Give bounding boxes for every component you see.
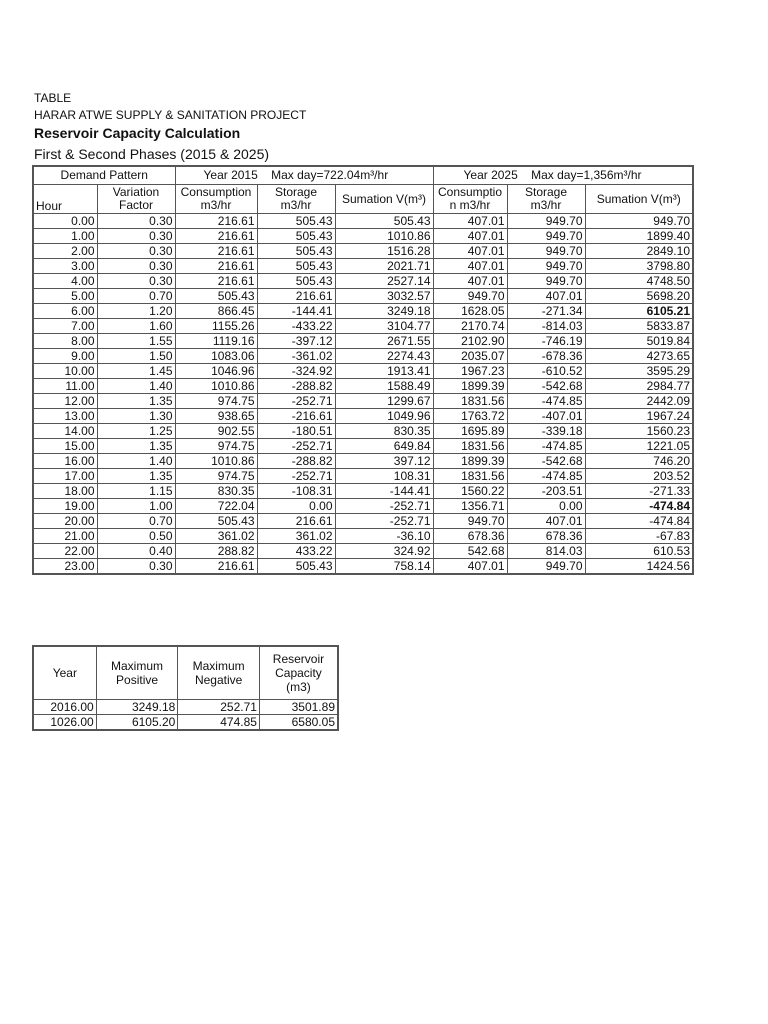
table-cell: 830.35 [175, 484, 257, 499]
table-cell: 1.35 [97, 439, 175, 454]
table-cell: 1049.96 [335, 409, 433, 424]
project-name: HARAR ATWE SUPPLY & SANITATION PROJECT [34, 108, 307, 122]
table-cell: 1.45 [97, 364, 175, 379]
summary-cell: 474.85 [178, 715, 260, 731]
table-cell: 1010.86 [175, 379, 257, 394]
table-cell: 407.01 [433, 259, 507, 274]
table-cell: -814.03 [507, 319, 585, 334]
table-row [33, 364, 693, 379]
summary-row [33, 700, 338, 715]
table-row [33, 319, 693, 334]
table-cell: 2021.71 [335, 259, 433, 274]
table-cell: 216.61 [175, 214, 257, 229]
table-cell: 1.30 [97, 409, 175, 424]
table-cell: 12.00 [33, 394, 97, 409]
table-cell: -397.12 [257, 334, 335, 349]
table-cell: -474.84 [585, 499, 693, 514]
table-cell: 216.61 [175, 274, 257, 289]
table-cell: -216.61 [257, 409, 335, 424]
table-cell: -610.52 [507, 364, 585, 379]
table-cell: 1.40 [97, 454, 175, 469]
table-cell: 1.60 [97, 319, 175, 334]
table-cell: 15.00 [33, 439, 97, 454]
summary-cell: 6580.05 [259, 715, 338, 731]
table-cell: 746.20 [585, 454, 693, 469]
table-cell: -324.92 [257, 364, 335, 379]
table-cell: -474.85 [507, 394, 585, 409]
table-cell: 1899.40 [585, 229, 693, 244]
table-cell: 1299.67 [335, 394, 433, 409]
table-cell: 974.75 [175, 439, 257, 454]
table-row [33, 544, 693, 559]
table-cell: 0.30 [97, 559, 175, 575]
table-cell: 324.92 [335, 544, 433, 559]
table-cell: -678.36 [507, 349, 585, 364]
table-cell: 1831.56 [433, 439, 507, 454]
summary-table [32, 645, 339, 731]
table-cell: -433.22 [257, 319, 335, 334]
table-cell: 0.30 [97, 259, 175, 274]
summary-cell: 3249.18 [96, 700, 178, 715]
table-cell: 21.00 [33, 529, 97, 544]
table-cell: -474.84 [585, 514, 693, 529]
table-row [33, 259, 693, 274]
table-cell: -252.71 [257, 394, 335, 409]
table-cell: 407.01 [433, 244, 507, 259]
summary-col-year: Year [33, 646, 96, 700]
table-cell: 0.40 [97, 544, 175, 559]
table-cell: -407.01 [507, 409, 585, 424]
table-cell: 5.00 [33, 289, 97, 304]
table-cell: 949.70 [507, 559, 585, 575]
table-row [33, 559, 693, 575]
table-cell: 407.01 [433, 214, 507, 229]
table-row [33, 529, 693, 544]
table-row [33, 244, 693, 259]
table-row [33, 439, 693, 454]
table-cell: 1.35 [97, 394, 175, 409]
table-cell: 0.00 [33, 214, 97, 229]
table-cell: 1899.39 [433, 379, 507, 394]
col-header-sumation-2025: Sumation V(m³) [585, 185, 693, 214]
table-cell: 1.35 [97, 469, 175, 484]
table-cell: 4748.50 [585, 274, 693, 289]
table-cell: 1.25 [97, 424, 175, 439]
page-subtitle: First & Second Phases (2015 & 2025) [34, 146, 270, 162]
table-cell: 1.00 [97, 499, 175, 514]
table-cell: 2.00 [33, 244, 97, 259]
table-cell: 1560.22 [433, 484, 507, 499]
table-cell: 505.43 [175, 514, 257, 529]
table-row [33, 229, 693, 244]
table-cell: 542.68 [433, 544, 507, 559]
table-cell: 1831.56 [433, 394, 507, 409]
table-cell: 433.22 [257, 544, 335, 559]
group-2015-max-day: Max day=722.04m³/hr [271, 168, 389, 182]
summary-cell: 2016.00 [33, 700, 96, 715]
table-cell: 974.75 [175, 469, 257, 484]
table-cell: -252.71 [335, 499, 433, 514]
table-cell: 2849.10 [585, 244, 693, 259]
table-row [33, 484, 693, 499]
table-cell: 505.43 [257, 244, 335, 259]
table-cell: -474.85 [507, 439, 585, 454]
table-cell: 1560.23 [585, 424, 693, 439]
table-cell: 1356.71 [433, 499, 507, 514]
table-cell: 1588.49 [335, 379, 433, 394]
table-cell: 938.65 [175, 409, 257, 424]
table-cell: 5019.84 [585, 334, 693, 349]
table-cell: 22.00 [33, 544, 97, 559]
table-cell: 1010.86 [175, 454, 257, 469]
table-cell: -108.31 [257, 484, 335, 499]
table-cell: 649.84 [335, 439, 433, 454]
table-cell: 814.03 [507, 544, 585, 559]
page-title: Reservoir Capacity Calculation [34, 125, 241, 141]
table-row [33, 469, 693, 484]
table-cell: 2035.07 [433, 349, 507, 364]
doc-label: TABLE [34, 91, 72, 105]
table-cell: 2102.90 [433, 334, 507, 349]
table-cell: 678.36 [433, 529, 507, 544]
summary-row [33, 715, 338, 731]
table-cell: 866.45 [175, 304, 257, 319]
table-cell: 902.55 [175, 424, 257, 439]
table-cell: 216.61 [257, 514, 335, 529]
table-cell: 19.00 [33, 499, 97, 514]
table-cell: -288.82 [257, 454, 335, 469]
table-cell: 505.43 [335, 214, 433, 229]
table-cell: -288.82 [257, 379, 335, 394]
group-2015-year: Year 2015 [203, 168, 258, 182]
table-cell: 1695.89 [433, 424, 507, 439]
table-cell: 361.02 [257, 529, 335, 544]
table-cell: 216.61 [175, 559, 257, 575]
table-cell: 2274.43 [335, 349, 433, 364]
table-cell: -361.02 [257, 349, 335, 364]
table-cell: 1516.28 [335, 244, 433, 259]
col-header-consumption-2015: Consumption m3/hr [175, 185, 257, 214]
table-cell: -474.85 [507, 469, 585, 484]
table-cell: -144.41 [335, 484, 433, 499]
table-cell: 505.43 [257, 274, 335, 289]
table-cell: 1155.26 [175, 319, 257, 334]
table-row [33, 289, 693, 304]
table-cell: 0.30 [97, 214, 175, 229]
table-cell: 3249.18 [335, 304, 433, 319]
table-cell: -746.19 [507, 334, 585, 349]
table-cell: 108.31 [335, 469, 433, 484]
reservoir-calculation-table [32, 165, 694, 575]
table-cell: 407.01 [433, 559, 507, 575]
col-header-storage-2015: Storage m3/hr [257, 185, 335, 214]
table-cell: 1.55 [97, 334, 175, 349]
table-cell: 3032.57 [335, 289, 433, 304]
table-cell: 3595.29 [585, 364, 693, 379]
col-header-consumption-2025: Consumptio n m3/hr [433, 185, 507, 214]
table-cell: 1.20 [97, 304, 175, 319]
table-row [33, 424, 693, 439]
table-cell: 505.43 [175, 289, 257, 304]
table-cell: 1628.05 [433, 304, 507, 319]
table-cell: 11.00 [33, 379, 97, 394]
summary-cell: 3501.89 [259, 700, 338, 715]
table-cell: -67.83 [585, 529, 693, 544]
summary-col-max-negative: Maximum Negative [178, 646, 260, 700]
table-cell: -252.71 [257, 469, 335, 484]
table-cell: 1.15 [97, 484, 175, 499]
table-cell: 1967.24 [585, 409, 693, 424]
table-cell: 18.00 [33, 484, 97, 499]
table-cell: 397.12 [335, 454, 433, 469]
table-cell: 1913.41 [335, 364, 433, 379]
table-cell: 0.70 [97, 289, 175, 304]
table-cell: 0.30 [97, 244, 175, 259]
summary-cell: 6105.20 [96, 715, 178, 731]
table-cell: 949.70 [433, 514, 507, 529]
table-cell: 1763.72 [433, 409, 507, 424]
table-row [33, 304, 693, 319]
table-cell: 3798.80 [585, 259, 693, 274]
table-cell: 4.00 [33, 274, 97, 289]
group-2025-year: Year 2025 [463, 168, 518, 182]
table-cell: 2984.77 [585, 379, 693, 394]
table-cell: 722.04 [175, 499, 257, 514]
table-cell: 0.00 [507, 499, 585, 514]
table-cell: -339.18 [507, 424, 585, 439]
table-cell: 0.30 [97, 274, 175, 289]
table-row [33, 379, 693, 394]
table-cell: 7.00 [33, 319, 97, 334]
table-cell: -252.71 [257, 439, 335, 454]
table-cell: 1.00 [33, 229, 97, 244]
summary-cell: 1026.00 [33, 715, 96, 731]
table-cell: 407.01 [507, 514, 585, 529]
table-cell: 949.70 [507, 229, 585, 244]
table-cell: 758.14 [335, 559, 433, 575]
table-cell: 407.01 [433, 229, 507, 244]
table-cell: 949.70 [585, 214, 693, 229]
table-cell: 1424.56 [585, 559, 693, 575]
table-cell: 8.00 [33, 334, 97, 349]
col-header-sumation-2015: Sumation V(m³) [335, 185, 433, 214]
table-row [33, 334, 693, 349]
table-cell: 216.61 [175, 259, 257, 274]
table-cell: 13.00 [33, 409, 97, 424]
table-cell: -252.71 [335, 514, 433, 529]
table-cell: 216.61 [257, 289, 335, 304]
group-header-2015 [175, 166, 433, 185]
table-cell: 288.82 [175, 544, 257, 559]
col-header-variation: Variation Factor [97, 185, 175, 214]
table-row [33, 274, 693, 289]
table-cell: 203.52 [585, 469, 693, 484]
table-cell: 1967.23 [433, 364, 507, 379]
table-cell: 2442.09 [585, 394, 693, 409]
table-cell: 6.00 [33, 304, 97, 319]
table-cell: -180.51 [257, 424, 335, 439]
table-cell: 949.70 [507, 259, 585, 274]
table-cell: 2527.14 [335, 274, 433, 289]
col-header-hour: Hour [33, 185, 97, 214]
table-cell: -271.34 [507, 304, 585, 319]
table-cell: 0.00 [257, 499, 335, 514]
col-header-storage-2025: Storage m3/hr [507, 185, 585, 214]
table-cell: 505.43 [257, 259, 335, 274]
table-cell: -542.68 [507, 454, 585, 469]
table-cell: 830.35 [335, 424, 433, 439]
table-row [33, 514, 693, 529]
table-cell: 16.00 [33, 454, 97, 469]
group-header-2025 [433, 166, 693, 185]
table-cell: 949.70 [507, 244, 585, 259]
table-cell: 949.70 [507, 214, 585, 229]
table-cell: 4273.65 [585, 349, 693, 364]
table-cell: -36.10 [335, 529, 433, 544]
table-cell: 20.00 [33, 514, 97, 529]
summary-col-capacity: Reservoir Capacity (m3) [259, 646, 338, 700]
table-row [33, 454, 693, 469]
table-cell: 0.50 [97, 529, 175, 544]
table-cell: 1.40 [97, 379, 175, 394]
table-cell: 505.43 [257, 559, 335, 575]
table-cell: 949.70 [507, 274, 585, 289]
table-cell: 5698.20 [585, 289, 693, 304]
table-cell: 1221.05 [585, 439, 693, 454]
table-cell: 23.00 [33, 559, 97, 575]
table-row [33, 499, 693, 514]
table-cell: 974.75 [175, 394, 257, 409]
table-cell: 407.01 [507, 289, 585, 304]
table-cell: 1083.06 [175, 349, 257, 364]
summary-cell: 252.71 [178, 700, 260, 715]
table-cell: -144.41 [257, 304, 335, 319]
table-cell: 1.50 [97, 349, 175, 364]
table-cell: 0.30 [97, 229, 175, 244]
table-cell: 3.00 [33, 259, 97, 274]
table-cell: 1831.56 [433, 469, 507, 484]
table-cell: 505.43 [257, 229, 335, 244]
table-row [33, 394, 693, 409]
table-cell: 1010.86 [335, 229, 433, 244]
summary-col-max-positive: Maximum Positive [96, 646, 178, 700]
table-cell: 1899.39 [433, 454, 507, 469]
table-cell: 2671.55 [335, 334, 433, 349]
table-cell: 216.61 [175, 229, 257, 244]
table-cell: 5833.87 [585, 319, 693, 334]
table-cell: 9.00 [33, 349, 97, 364]
table-cell: 1046.96 [175, 364, 257, 379]
table-cell: 216.61 [175, 244, 257, 259]
table-cell: 505.43 [257, 214, 335, 229]
table-cell: 6105.21 [585, 304, 693, 319]
table-row [33, 349, 693, 364]
table-cell: -542.68 [507, 379, 585, 394]
table-cell: 407.01 [433, 274, 507, 289]
table-cell: 1119.16 [175, 334, 257, 349]
table-cell: 0.70 [97, 514, 175, 529]
table-cell: 678.36 [507, 529, 585, 544]
table-cell: -271.33 [585, 484, 693, 499]
group-2025-max-day: Max day=1,356m³/hr [531, 168, 642, 182]
table-cell: -203.51 [507, 484, 585, 499]
table-cell: 361.02 [175, 529, 257, 544]
table-cell: 10.00 [33, 364, 97, 379]
table-cell: 949.70 [433, 289, 507, 304]
table-cell: 610.53 [585, 544, 693, 559]
table-row [33, 214, 693, 229]
table-cell: 2170.74 [433, 319, 507, 334]
group-header-demand-pattern: Demand Pattern [33, 166, 175, 185]
table-cell: 14.00 [33, 424, 97, 439]
table-row [33, 409, 693, 424]
table-cell: 17.00 [33, 469, 97, 484]
table-cell: 3104.77 [335, 319, 433, 334]
